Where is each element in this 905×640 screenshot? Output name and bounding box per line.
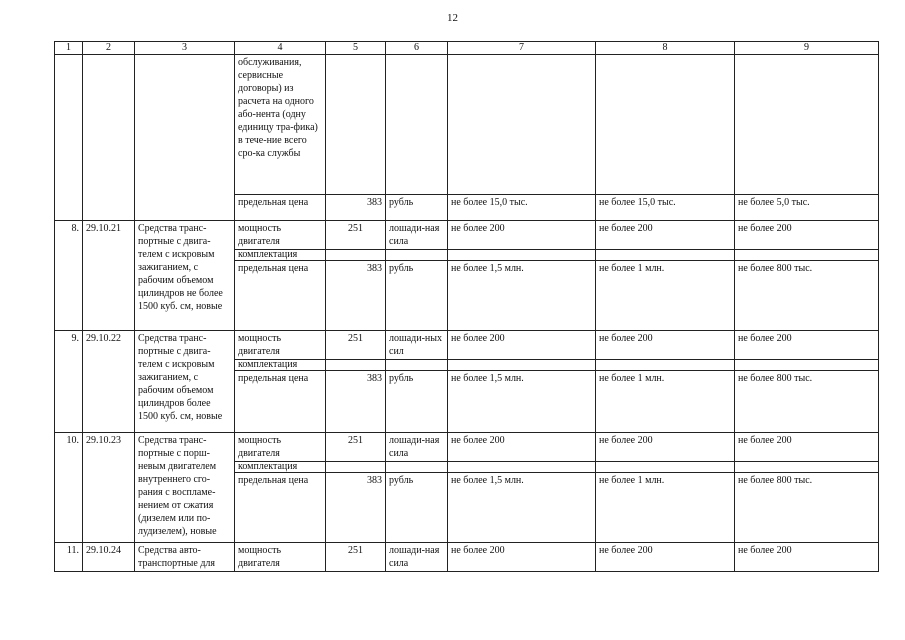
characteristic-cell: мощность двигателя [235, 221, 326, 250]
column-header: 4 [235, 42, 326, 55]
unit-cell: лошади-ных сил [386, 331, 448, 360]
requirements-table [54, 41, 879, 572]
cell-empty [735, 360, 879, 371]
cell-empty [596, 250, 735, 261]
characteristic-cell: предельная цена [235, 371, 326, 433]
value-cell: не более 200 [735, 543, 879, 572]
value-cell: не более 15,0 тыс. [596, 195, 735, 221]
unit-code-cell: 383 [326, 371, 386, 433]
cell-empty [386, 462, 448, 473]
column-header: 6 [386, 42, 448, 55]
column-header: 1 [55, 42, 83, 55]
okpd-code: 29.10.24 [83, 543, 135, 572]
page-number: 12 [447, 12, 458, 24]
item-name: Средства авто-транспортные для [135, 543, 235, 572]
unit-cell: лошади-ная сила [386, 543, 448, 572]
cell-empty [386, 360, 448, 371]
cell-empty [596, 462, 735, 473]
unit-code-cell: 383 [326, 261, 386, 331]
item-name: Средства транс-портные с порш-невым двигателем внутреннего сго-рания с воспламе-нением от сжатия (дизелем или по-лудизелем), новые [135, 433, 235, 543]
value-cell: не более 1 млн. [596, 371, 735, 433]
value-cell: не более 200 [735, 221, 879, 250]
characteristic-cell: мощность двигателя [235, 543, 326, 572]
cell-empty [448, 250, 596, 261]
cell-empty [596, 360, 735, 371]
column-header: 3 [135, 42, 235, 55]
characteristic-cell: предельная цена [235, 261, 326, 331]
item-row [55, 221, 879, 250]
column-header: 2 [83, 42, 135, 55]
unit-cell: лошади-ная сила [386, 433, 448, 462]
item-number: 11. [55, 543, 83, 572]
item-number: 8. [55, 221, 83, 331]
okpd-code: 29.10.23 [83, 433, 135, 543]
value-cell: не более 200 [735, 433, 879, 462]
value-cell: не более 15,0 тыс. [448, 195, 596, 221]
value-cell: не более 1 млн. [596, 473, 735, 543]
characteristic-cell: предельная цена [235, 195, 326, 221]
item-row [55, 433, 879, 462]
cell-empty [735, 462, 879, 473]
item-number: 10. [55, 433, 83, 543]
cell-empty [596, 55, 735, 195]
item-name: Средства транс-портные с двига-телем с искровым зажиганием, с рабочим объемом цилиндров более 1500 куб. см, новые [135, 331, 235, 433]
unit-cell: рубль [386, 473, 448, 543]
unit-cell: лошади-ная сила [386, 221, 448, 250]
unit-code-cell: 383 [326, 195, 386, 221]
cell-empty [386, 250, 448, 261]
value-cell: не более 1,5 млн. [448, 371, 596, 433]
characteristic-cell: обслуживания, сервисные договоры) из расчета на одного або-нента (одну единицу тра-фика) в тече-ние всего сро-ка службы [235, 55, 326, 195]
okpd-code: 29.10.22 [83, 331, 135, 433]
value-cell: не более 200 [448, 221, 596, 250]
value-cell: не более 200 [735, 331, 879, 360]
cell-empty [735, 250, 879, 261]
characteristic-cell: мощность двигателя [235, 331, 326, 360]
column-header: 8 [596, 42, 735, 55]
item-row [55, 331, 879, 360]
characteristic-cell: предельная цена [235, 473, 326, 543]
unit-cell: рубль [386, 371, 448, 433]
value-cell: не более 200 [596, 221, 735, 250]
unit-code-cell: 251 [326, 543, 386, 572]
column-header: 5 [326, 42, 386, 55]
unit-code-cell: 251 [326, 221, 386, 250]
cell-empty [326, 55, 386, 195]
value-cell: не более 200 [448, 543, 596, 572]
item-name: Средства транс-портные с двига-телем с искровым зажиганием, с рабочим объемом цилиндров не более 1500 куб. см, новые [135, 221, 235, 331]
unit-cell: рубль [386, 261, 448, 331]
column-header: 7 [448, 42, 596, 55]
value-cell: не более 1 млн. [596, 261, 735, 331]
cell-empty [83, 55, 135, 221]
unit-code-cell: 251 [326, 433, 386, 462]
characteristic-cell: комплектация [235, 250, 326, 261]
value-cell: не более 800 тыс. [735, 261, 879, 331]
item-row [55, 543, 879, 572]
value-cell: не более 5,0 тыс. [735, 195, 879, 221]
value-cell: не более 200 [448, 331, 596, 360]
cell-empty [448, 360, 596, 371]
cell-empty [386, 55, 448, 195]
cell-empty [326, 462, 386, 473]
cell-empty [55, 55, 83, 221]
cell-empty [448, 462, 596, 473]
characteristic-cell: комплектация [235, 360, 326, 371]
unit-code-cell: 251 [326, 331, 386, 360]
continuation-row [55, 55, 879, 195]
value-cell: не более 200 [596, 433, 735, 462]
characteristic-cell: комплектация [235, 462, 326, 473]
cell-empty [735, 55, 879, 195]
value-cell: не более 1,5 млн. [448, 473, 596, 543]
value-cell: не более 200 [596, 543, 735, 572]
cell-empty [326, 360, 386, 371]
unit-cell: рубль [386, 195, 448, 221]
value-cell: не более 1,5 млн. [448, 261, 596, 331]
column-header: 9 [735, 42, 879, 55]
cell-empty [135, 55, 235, 221]
characteristic-cell: мощность двигателя [235, 433, 326, 462]
item-number: 9. [55, 331, 83, 433]
unit-code-cell: 383 [326, 473, 386, 543]
value-cell: не более 800 тыс. [735, 473, 879, 543]
value-cell: не более 800 тыс. [735, 371, 879, 433]
value-cell: не более 200 [448, 433, 596, 462]
value-cell: не более 200 [596, 331, 735, 360]
cell-empty [448, 55, 596, 195]
header-row [55, 42, 879, 55]
okpd-code: 29.10.21 [83, 221, 135, 331]
cell-empty [326, 250, 386, 261]
